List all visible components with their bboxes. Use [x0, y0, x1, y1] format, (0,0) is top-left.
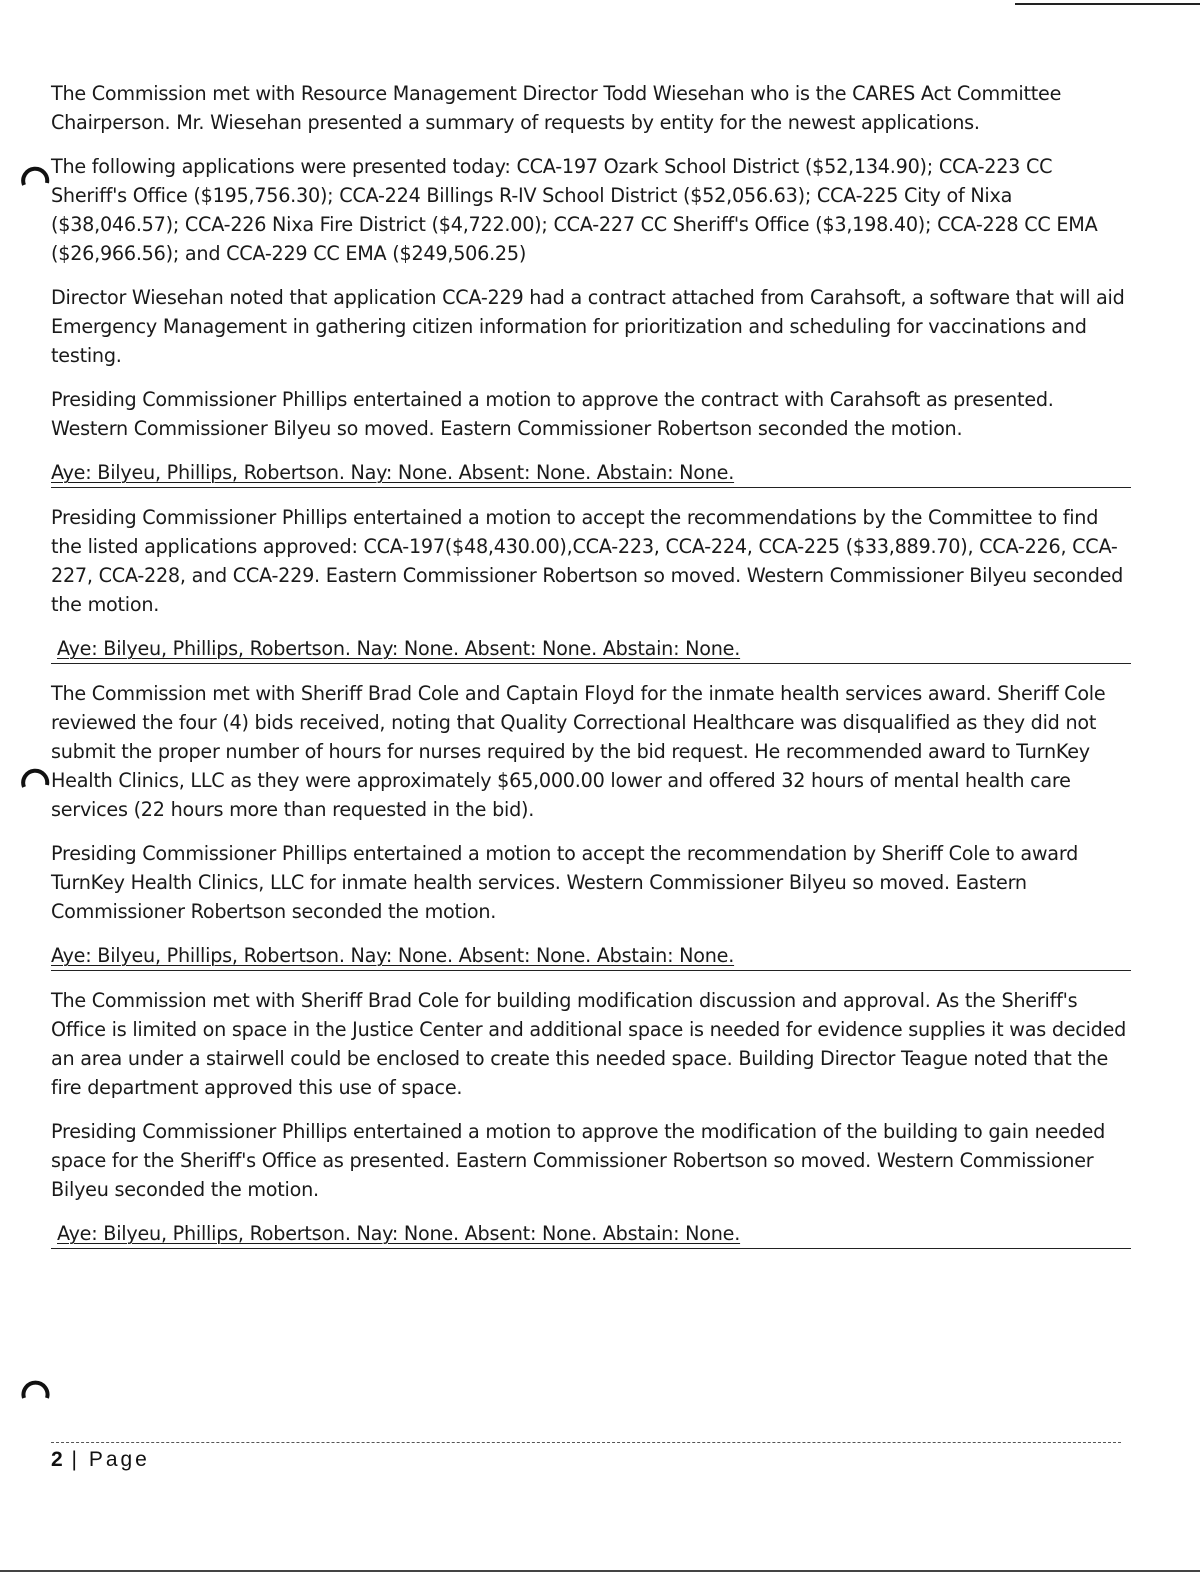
vote-text: Aye: Bilyeu, Phillips, Robertson. Nay: None. Absent: None. Abstain: None.: [51, 944, 735, 967]
punch-hole-icon: [20, 765, 50, 795]
vote-line: [51, 941, 1131, 971]
vote-text: Aye: Bilyeu, Phillips, Robertson. Nay: None. Absent: None. Abstain: None.: [51, 461, 735, 484]
page-separator: |: [62, 1448, 89, 1471]
footer-rule: [51, 1442, 1121, 1443]
paragraph-motion-building: Presiding Commissioner Phillips entertained a motion to approve the modification of the building to gain needed space for the Sheriff's Office as presented. Eastern Commissioner Robertson so moved. Western Commissioner Bilyeu seconded the motion.: [51, 1120, 1106, 1201]
page-number: 2: [51, 1448, 63, 1471]
paragraph-carahsoft-note: Director Wiesehan noted that application CCA-229 had a contract attached from Carahsoft, a software that will aid Emergency Management in gathering citizen information for prioritization and scheduling for vaccinations and testing.: [51, 286, 1125, 367]
punch-hole-icon: [20, 163, 50, 193]
paragraph-applications-list: The following applications were presented today: CCA-197 Ozark School District ($52,134.90); CCA-223 CC Sheriff's Office ($195,756.30); CCA-224 Billings R-IV School District ($52,056.63); CCA-225 City of Nixa ($38,046.57); CCA-226 Nixa Fire District ($4,722.00); CCA-227 CC Sheriff's Office ($3,198.40); CCA-228 CC EMA ($26,966.56); and CCA-229 CC EMA ($249,506.25): [51, 155, 1098, 265]
paragraph-inmate-health: The Commission met with Sheriff Brad Cole and Captain Floyd for the inmate health services award. Sheriff Cole reviewed the four (4) bids received, noting that Quality Correctional Healthcare was disqualified as they did not submit the proper number of hours for nurses required by the bid request. He recommended award to TurnKey Health Clinics, LLC as they were approximately $65,000.00 lower and offered 32 hours of mental health care services (22 hours more than requested in the bid).: [51, 682, 1106, 821]
vote-text: Aye: Bilyeu, Phillips, Robertson. Nay: None. Absent: None. Abstain: None.: [57, 637, 741, 660]
paragraph-motion-carahsoft: Presiding Commissioner Phillips entertained a motion to approve the contract with Carahsoft as presented. Western Commissioner Bilyeu so moved. Eastern Commissioner Robertson seconded the motion.: [51, 388, 1054, 440]
paragraph-motion-applications: Presiding Commissioner Phillips entertained a motion to accept the recommendations by the Committee to find the listed applications approved: CCA-197($48,430.00),CCA-223, CCA-224, CCA-225 ($33,889.70), CCA-226, CCA-227, CCA-228, and CCA-229. Eastern Commissioner Robertson so moved. Western Commissioner Bilyeu seconded the motion.: [51, 506, 1124, 616]
punch-hole-icon: [20, 1372, 50, 1402]
paragraph-motion-turnkey: Presiding Commissioner Phillips entertained a motion to accept the recommendation by Sheriff Cole to award TurnKey Health Clinics, LLC for inmate health services. Western Commissioner Bilyeu so moved. Eastern Commissioner Robertson seconded the motion.: [51, 842, 1079, 923]
top-rule: [1015, 3, 1200, 5]
vote-line: [51, 1219, 1131, 1249]
paragraph-building-modification: The Commission met with Sheriff Brad Cole for building modification discussion and approval. As the Sheriff's Office is limited on space in the Justice Center and additional space is needed for evidence supplies it was decided an area under a stairwell could be enclosed to create this needed space. Building Director Teague noted that the fire department approved this use of space.: [51, 989, 1127, 1099]
vote-line: [51, 634, 1131, 664]
page-number-footer: [51, 1448, 150, 1472]
paragraph-cares-intro: The Commission met with Resource Management Director Todd Wiesehan who is the CARES Act Committee Chairperson. Mr. Wiesehan presented a summary of requests by entity for the newest applications.: [51, 82, 1062, 134]
bottom-border: [0, 1570, 1200, 1572]
vote-text: Aye: Bilyeu, Phillips, Robertson. Nay: None. Absent: None. Abstain: None.: [57, 1222, 741, 1245]
vote-line: [51, 458, 1131, 488]
page-word: Page: [88, 1448, 150, 1471]
document-body: [51, 79, 1131, 1264]
